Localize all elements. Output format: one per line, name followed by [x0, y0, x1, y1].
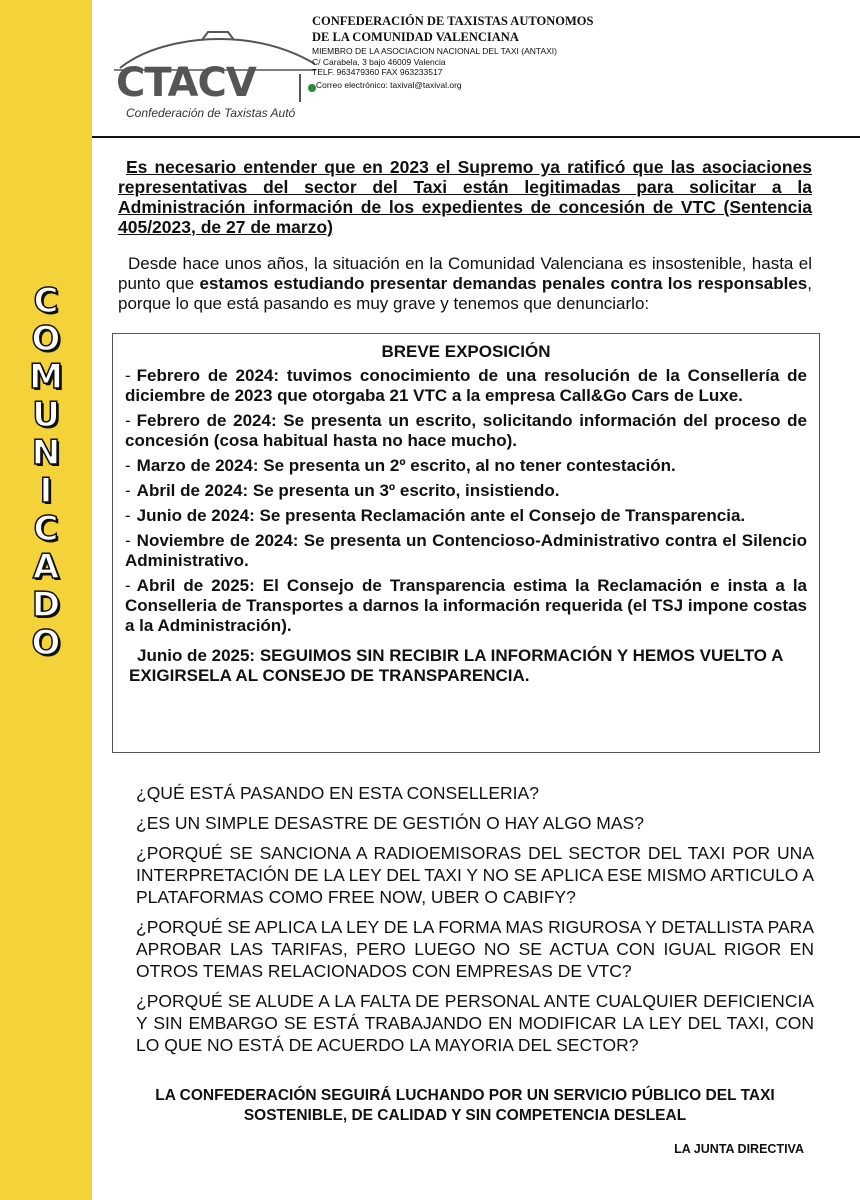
question: ¿PORQUÉ SE ALUDE A LA FALTA DE PERSONAL ANTE CUALQUIER DEFICIENCIA Y SIN EMBARGO SE ESTÁ TRABAJANDO EN MODIFICAR LA LEY DEL TAXI, CON LO QUE NO ESTÁ DE ACUERDO LA MAYORIA DEL SECTOR? — [136, 991, 814, 1055]
exposition-closing: Junio de 2025: SEGUIMOS SIN RECIBIR LA INFORMACIÓN Y HEMOS VUELTO A EXIGIRSELA AL CONSEJO DE TRANSPARENCIA. — [129, 646, 783, 685]
banner-letter: A — [32, 547, 60, 587]
org-member: MIEMBRO DE LA ASOCIACION NACIONAL DEL TAXI (ANTAXI) — [312, 45, 557, 56]
header-divider — [92, 136, 860, 138]
comunicado-vertical-title — [0, 282, 92, 662]
list-item: - Noviembre de 2024: Se presenta un Contencioso-Administrativo contra el Silencio Administrativo. — [125, 531, 807, 570]
banner-letter: M — [29, 357, 63, 397]
list-item: - Abril de 2025: El Consejo de Transparencia estima la Reclamación e insta a la Conselleria de Transportes a darnos la información requerida (el TSJ impone costas a la Administración). — [125, 576, 807, 635]
list-item: - Junio de 2024: Se presenta Reclamación ante el Consejo de Transparencia. — [125, 506, 746, 525]
banner-letter: U — [32, 395, 60, 435]
situation-paragraph — [118, 254, 812, 314]
banner-letter: N — [31, 433, 61, 473]
org-phone: TELF. 963479360 FAX 963233517 — [312, 67, 443, 78]
banner-letter: C — [33, 281, 59, 321]
list-item: - Febrero de 2024: tuvimos conocimiento de una resolución de la Consellería de diciembre de 2023 que otorgaba 21 VTC a la empresa Call&Go Cars de Luxe. — [125, 366, 807, 405]
banner-letter: O — [31, 623, 61, 663]
org-email: Correo electrónico: taxival@taxival.org — [316, 80, 462, 91]
banner-letter: O — [31, 319, 61, 359]
org-info — [312, 14, 622, 91]
exposition-title: BREVE EXPOSICIÓN — [381, 342, 551, 361]
signature: LA JUNTA DIRECTIVA — [674, 1142, 804, 1156]
org-name-line2: DE LA COMUNIDAD VALENCIANA — [312, 30, 519, 45]
closing-statement: LA CONFEDERACIÓN SEGUIRÁ LUCHANDO POR UN SERVICIO PÚBLICO DEL TAXI SOSTENIBLE, DE CALIDAD Y SIN COMPETENCIA DESLEAL — [155, 1087, 775, 1124]
org-address: C/ Carabela, 3 bajo 46009 Valencia — [312, 56, 446, 67]
exposition-list — [125, 366, 807, 636]
intro-paragraph: Es necesario entender que en 2023 el Supremo ya ratificó que las asociaciones representativas del sector del Taxi están legitimadas para solicitar a la Administración información de los expedientes de concesión de VTC (Sentencia 405/2023, de 27 de marzo) — [118, 157, 812, 237]
org-name-line1: CONFEDERACIÓN DE TAXISTAS AUTONOMOS — [312, 14, 594, 28]
question: ¿PORQUÉ SE SANCIONA A RADIOEMISORAS DEL SECTOR DEL TAXI POR UNA INTERPRETACIÓN DE LA LEY DEL TAXI Y NO SE APLICA ESE MISMO ARTICULO A PLATAFORMAS COMO FREE NOW, UBER O CABIFY? — [136, 843, 814, 907]
question: ¿PORQUÉ SE APLICA LA LEY DE LA FORMA MAS RIGUROSA Y DETALLISTA PARA APROBAR LAS TARIFAS, PERO LUEGO NO SE ACTUA CON IGUAL RIGOR EN OTROS TEMAS RELACIONADOS CON EMPRESAS DE VTC? — [136, 917, 814, 981]
list-item: - Abril de 2024: Se presenta un 3º escrito, insistiendo. — [125, 481, 560, 500]
question: ¿ES UN SIMPLE DESASTRE DE GESTIÓN O HAY ALGO MAS? — [136, 813, 644, 833]
situation-text-2: , porque lo que está pasando es muy grave y tenemos que denunciarlo: — [118, 274, 812, 313]
banner-letter: I — [39, 471, 53, 511]
exposition-box — [112, 333, 820, 753]
list-item: - Febrero de 2024: Se presenta un escrito, solicitando información del proceso de concesión (cosa habitual hasta no hace mucho). — [125, 411, 807, 450]
question: ¿QUÉ ESTÁ PASANDO EN ESTA CONSELLERIA? — [136, 783, 539, 803]
list-item: - Marzo de 2024: Se presenta un 2º escrito, al no tener contestación. — [125, 456, 676, 475]
banner-letter: D — [31, 585, 61, 625]
logo-tagline: Confederación de Taxistas Autó — [126, 106, 296, 120]
questions-section — [136, 782, 814, 1064]
logo-wordmark: CTACV — [116, 60, 256, 106]
situation-text-bold: estamos estudiando presentar demandas penales contra los responsables — [199, 274, 808, 293]
situation-text-1: Desde hace unos años, la situación en la Comunidad Valenciana es insostenible, hasta el punto que — [118, 254, 812, 293]
banner-letter: C — [33, 509, 59, 549]
